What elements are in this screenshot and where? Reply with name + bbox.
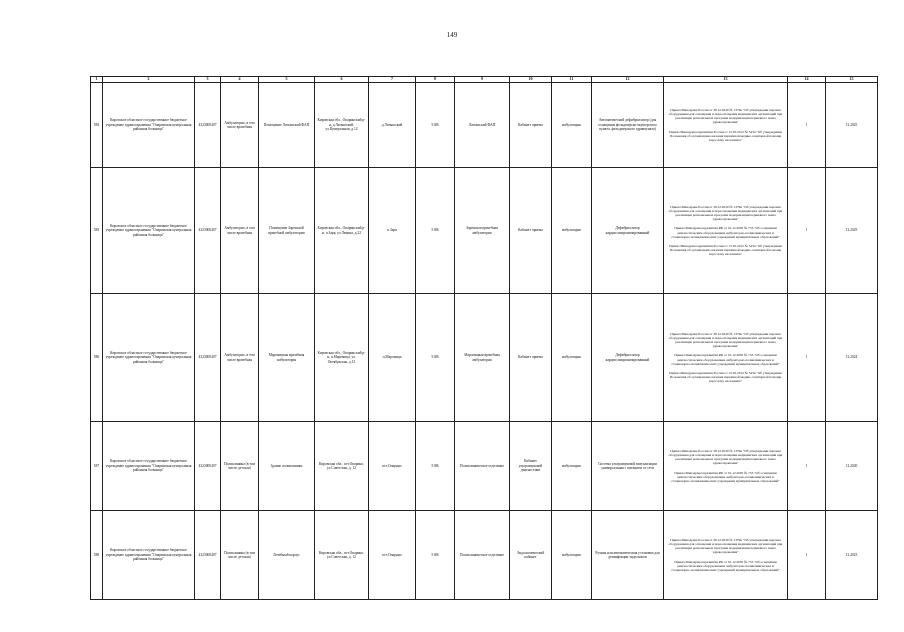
equipment-name: Ручная или автоматическая установка для дезинфекции эндоскопов [592, 511, 664, 600]
building-name: Лечебный корпус [259, 511, 315, 600]
quantity: 1 [788, 511, 826, 600]
column-header: 10 [510, 77, 552, 83]
building-name: Помещение Латышский ФАП [259, 83, 315, 168]
organization-name: Кировское областное государственное бюджетное учреждение здравоохранения "Опаринская центральная районная больница" [103, 422, 195, 511]
code: 5186 [416, 168, 455, 294]
page-number: 149 [446, 31, 458, 39]
regulation-text: Приказ Минздравсоцразвития России от 15.05.2012 № 543н "Об утверждении Положения об организации оказания первичной медико-санитарной помощи взрослому населению" [669, 370, 782, 384]
regulation-text: Приказ Минздрава России от 28.12.2020 № 1379н "Об утверждении перечня оборудования для оснащения и переоснащения медицинских организаций при реализации региональных программ модернизации первичного звена здравоохранения" [668, 108, 783, 125]
inn-code: 4323000407 [195, 294, 221, 422]
due-date: 12.2023 [826, 511, 878, 600]
regulation-text: Приказ Минздрава России от 28.12.2020 № 1379н "Об утверждении перечня оборудования для оснащения и переоснащения медицинских организаций при реализации региональных программ модернизации первичного звена здравоохранения" [668, 538, 783, 555]
equipment-name: Дефибриллятор кардиосинхронизированный [592, 168, 664, 294]
regulation-text: Приказ Минздравсоцразвития России от 15.05.2012 № 543н "Об утверждении Положения об организации оказания первичной медико-санитарной помощи взрослому населению" [669, 243, 782, 257]
inn-code: 4323000407 [195, 422, 221, 511]
quantity: 1 [788, 168, 826, 294]
table-row [91, 511, 878, 600]
regulations-cell [664, 294, 788, 422]
address: Кировская обл., Опаринский р-н, п.Заря, ул.Ленина, д.22 [315, 168, 369, 294]
conditions: амбулаторно [552, 422, 592, 511]
regulations-cell [664, 83, 788, 168]
address: Кировская обл., пгт.Опарино, ул.Советская, д. 12 [315, 422, 369, 511]
care-type: Поликлиника (в том числе детская) [221, 422, 259, 511]
inn-code: 4323000407 [195, 511, 221, 600]
equipment-name: Дефибриллятор кардиосинхронизированный [592, 294, 664, 422]
column-header: 8 [416, 77, 455, 83]
locality: п.Маромица [369, 294, 416, 422]
quantity: 1 [788, 83, 826, 168]
quantity: 1 [788, 294, 826, 422]
regulation-text: Приказ Минздравсоцразвития РФ от 01.12.2005 № 753 "Об оснащении диагностическим оборудованием амбулаторно-поликлинических и стационарно-поликлинических учреждений муниципальных образований" [671, 353, 780, 366]
room: Кабинет приема [510, 83, 552, 168]
room: Эндоскопический кабинет [510, 511, 552, 600]
building-name: Маромицкая врачебная амбулатория [259, 294, 315, 422]
column-header: 1 [91, 77, 103, 83]
care-type: Поликлиника (в том числе детская) [221, 511, 259, 600]
regulation-text: Приказ Минздрава России от 28.12.2020 № 1379н "Об утверждении перечня оборудования для оснащения и переоснащения медицинских организаций при реализации региональных программ модернизации первичного звена здравоохранения" [668, 204, 783, 222]
due-date: 12.2024 [826, 294, 878, 422]
column-header: 5 [259, 77, 315, 83]
table-row [91, 83, 878, 168]
department: Маромицкая врачебная амбулатория [455, 294, 510, 422]
due-date: 12.2025 [826, 83, 878, 168]
code: 5186 [416, 83, 455, 168]
code: 5186 [416, 511, 455, 600]
due-date: 12.2025 [826, 168, 878, 294]
regulation-text: Приказ Минздрава России от 28.12.2020 № 1379н "Об утверждении перечня оборудования для оснащения и переоснащения медицинских организаций при реализации региональных программ модернизации первичного звена здравоохранения" [668, 331, 783, 349]
inn-code: 4323000407 [195, 83, 221, 168]
locality: пгт.Опарино [369, 511, 416, 600]
column-header: 3 [195, 77, 221, 83]
row-number: 588 [91, 511, 103, 600]
department: Заренская врачебная амбулатория [455, 168, 510, 294]
regulation-text: Приказ Минздравсоцразвития РФ от 01.12.2005 № 753 "Об оснащении диагностическим оборудованием амбулаторно-поликлинических и стационарно-поликлинических учреждений муниципальных образований" [671, 470, 780, 483]
room: Кабинет приема [510, 294, 552, 422]
locality: п.Заря [369, 168, 416, 294]
room: Кабинет ультразвуковой диагностики [510, 422, 552, 511]
row-number: 587 [91, 422, 103, 511]
department: Поликлиническое отделение [455, 422, 510, 511]
column-header: 11 [552, 77, 592, 83]
regulation-text: Приказ Минздрава России от 28.12.2020 № 1379н "Об утверждении перечня оборудования для оснащения и переоснащения медицинских организаций при реализации региональных программ модернизации первичного звена здравоохранения" [668, 449, 783, 466]
regulation-text: Приказ Минздравсоцразвития РФ от 01.12.2005 № 753 "Об оснащении диагностическим оборудованием амбулаторно-поликлинических и стационарно-поликлинических учреждений муниципальных образований" [671, 559, 780, 572]
row-number: 585 [91, 168, 103, 294]
regulations-cell [664, 511, 788, 600]
row-number: 586 [91, 294, 103, 422]
locality: пгт.Опарино [369, 422, 416, 511]
conditions: амбулаторно [552, 168, 592, 294]
organization-name: Кировское областное государственное бюджетное учреждение здравоохранения "Опаринская центральная районная больница" [103, 511, 195, 600]
table-row [91, 294, 878, 422]
organization-name: Кировское областное государственное бюджетное учреждение здравоохранения "Опаринская центральная районная больница" [103, 83, 195, 168]
column-header: 6 [315, 77, 369, 83]
conditions: амбулаторно [552, 83, 592, 168]
room: Кабинет приема [510, 168, 552, 294]
address: Кировская обл., Опаринский р-н, п.Маромица, ул. Октябрьская, д.13 [315, 294, 369, 422]
column-header: 7 [369, 77, 416, 83]
care-type: Амбулаторно, в том числе врачебная [221, 83, 259, 168]
conditions: амбулаторно [552, 511, 592, 600]
locality: д.Латышский [369, 83, 416, 168]
equipment-name: Система ультразвуковой визуализации универсальная с питанием от сети [592, 422, 664, 511]
regulations-cell [664, 422, 788, 511]
care-type: Амбулаторно, в том числе врачебная [221, 168, 259, 294]
department: Поликлиническое отделение [455, 511, 510, 600]
column-header: 14 [788, 77, 826, 83]
organization-name: Кировское областное государственное бюджетное учреждение здравоохранения "Опаринская центральная районная больница" [103, 294, 195, 422]
address: Кировская обл., Опаринский р-н, д.Латышский, ул.Центральная, д.12 [315, 83, 369, 168]
conditions: амбулаторно [552, 294, 592, 422]
care-type: Амбулаторно, в том числе врачебная [221, 294, 259, 422]
column-header: 15 [826, 77, 878, 83]
column-header: 13 [664, 77, 788, 83]
regulation-text: Приказ Минздравсоцразвития России от 15.05.2012 № 543н "Об утверждении Положения об организации оказания первичной медико-санитарной помощи взрослому населению" [669, 129, 782, 142]
code: 5186 [416, 422, 455, 511]
quantity: 1 [788, 422, 826, 511]
column-header: 12 [592, 77, 664, 83]
row-number: 584 [91, 83, 103, 168]
regulations-cell [664, 168, 788, 294]
column-header: 9 [455, 77, 510, 83]
table-row [91, 422, 878, 511]
address: Кировская обл., пгт.Опарино, ул.Советская, д. 12 [315, 511, 369, 600]
equipment-table [90, 76, 878, 600]
column-header: 2 [103, 77, 195, 83]
column-header: 4 [221, 77, 259, 83]
regulation-text: Приказ Минздравсоцразвития РФ от 01.12.2005 № 753 "Об оснащении диагностическим оборудованием амбулаторно-поликлинических и стационарно-поликлинических учреждений муниципальных образований" [671, 226, 780, 239]
department: Латышский ФАП [455, 83, 510, 168]
table-row [91, 168, 878, 294]
code: 5186 [416, 294, 455, 422]
organization-name: Кировское областное государственное бюджетное учреждение здравоохранения "Опаринская центральная районная больница" [103, 168, 195, 294]
due-date: 12.2020 [826, 422, 878, 511]
equipment-name: Автоматический дефибриллятор (для оснащения фельдшерско-акушерского пункта, фельдшерского здравпункта) [592, 83, 664, 168]
building-name: Помещение Заренской врачебной амбулатории [259, 168, 315, 294]
building-name: Здание поликлиники [259, 422, 315, 511]
inn-code: 4323000407 [195, 168, 221, 294]
